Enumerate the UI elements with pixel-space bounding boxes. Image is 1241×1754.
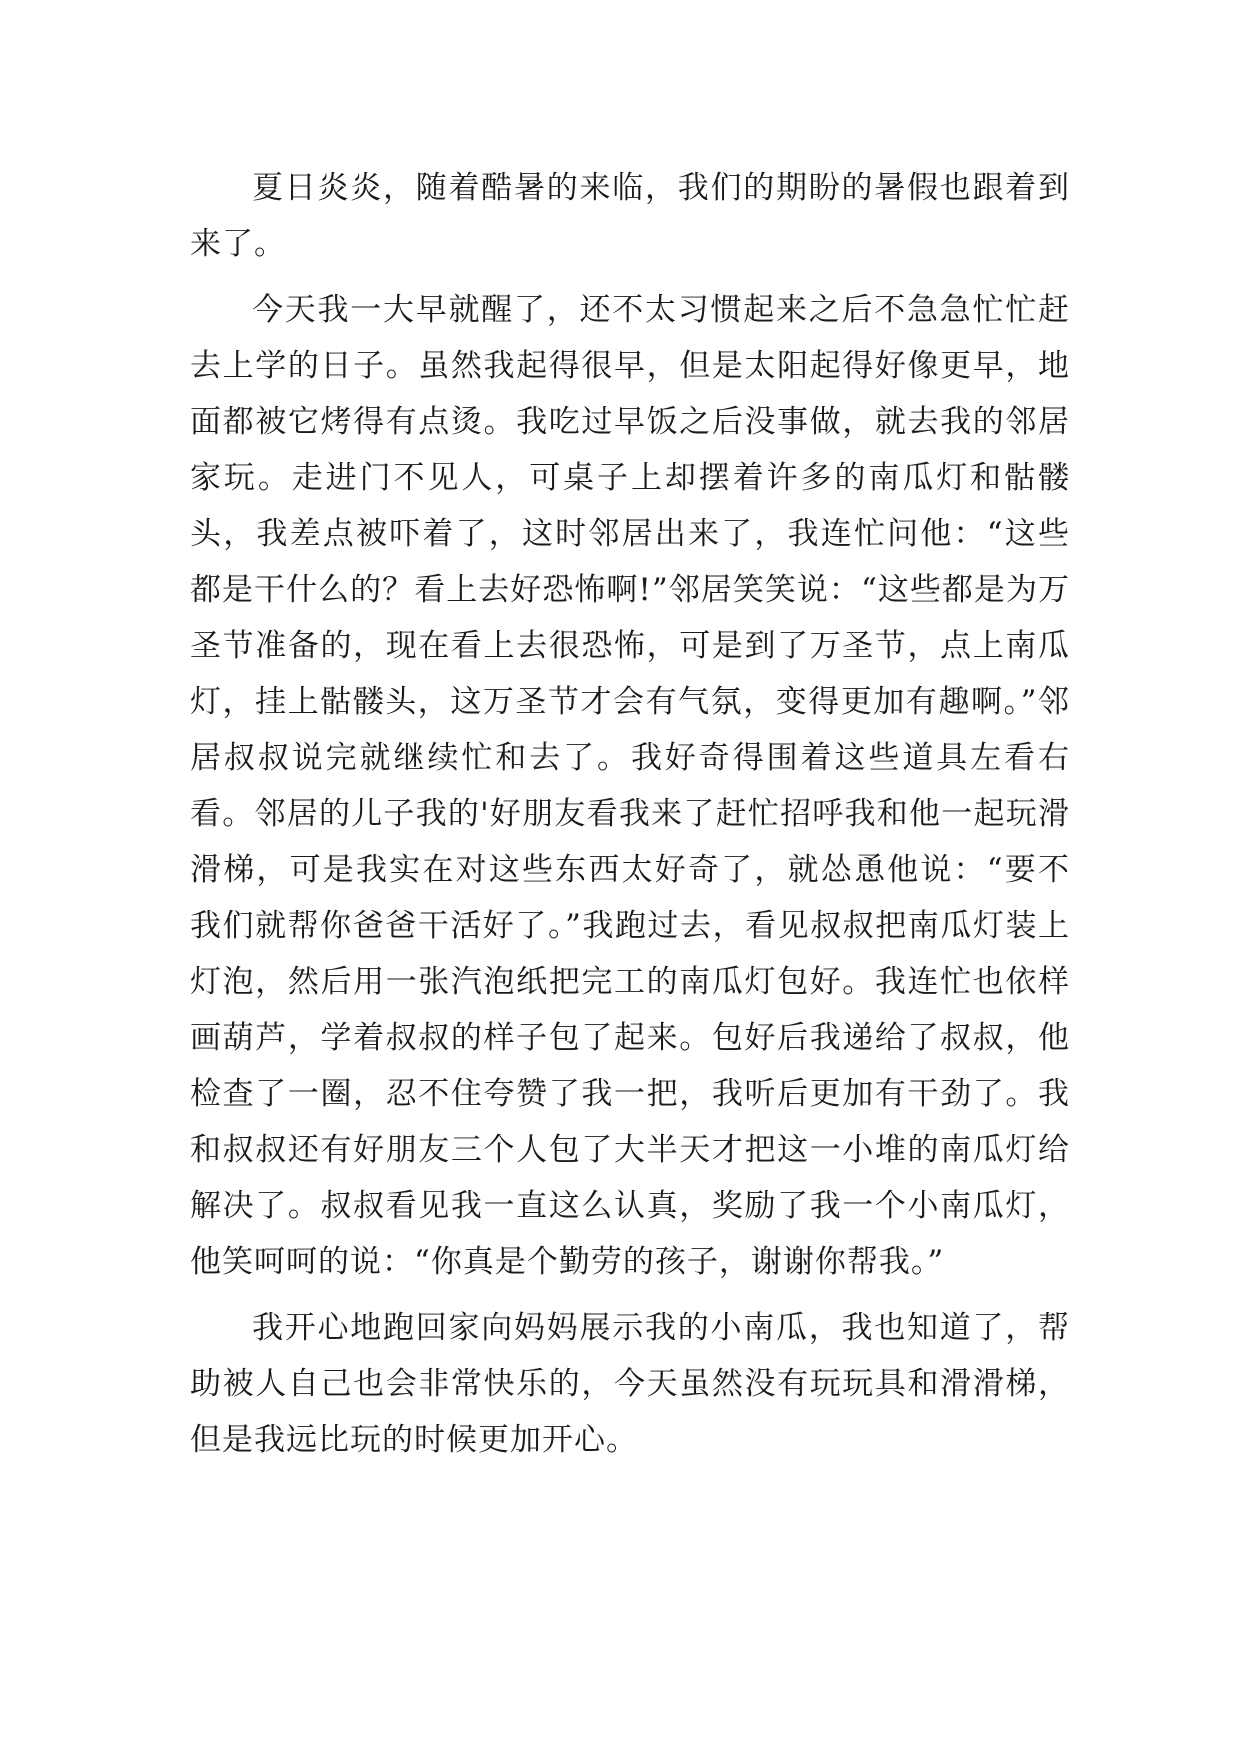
paragraph-conclusion: 我开心地跑回家向妈妈展示我的小南瓜，我也知道了，帮助被人自己也会非常快乐的，今天虽然没有玩玩具和滑滑梯，但是我远比玩的时候更加开心。 — [190, 1310, 1070, 1458]
paragraph-main: 今天我一大早就醒了，还不太习惯起来之后不急急忙忙赶去上学的日子。虽然我起得很早，但是太阳起得好像更早，地面都被它烤得有点烫。我吃过早饭之后没事做，就去我的邻居家玩。走进门不见人，可桌子上却摆着许多的南瓜灯和骷髅头，我差点被吓着了，这时邻居出来了，我连忙问他：“这些都是干什么的？看上去好恐怖啊!”邻居笑笑说：“这些都是为万圣节准备的，现在看上去很恐怖，可是到了万圣节，点上南瓜灯，挂上骷髅头，这万圣节才会有气氛，变得更加有趣啊。”邻居叔叔说完就继续忙和去了。我好奇得围着这些道具左看右看。邻居的儿子我的'好朋友看我来了赶忙招呼我和他一起玩滑滑梯，可是我实在对这些东西太好奇了，就怂恿他说：“要不我们就帮你爸爸干活好了。”我跑过去，看见叔叔把南瓜灯装上灯泡，然后用一张汽泡纸把完工的南瓜灯包好。我连忙也依样画葫芦，学着叔叔的样子包了起来。包好后我递给了叔叔，他检查了一圈，忍不住夸赞了我一把，我听后更加有干劲了。我和叔叔还有好朋友三个人包了大半天才把这一小堆的南瓜灯给解决了。叔叔看见我一直这么认真，奖励了我一个小南瓜灯，他笑呵呵的说：“你真是个勤劳的孩子，谢谢你帮我。” — [190, 292, 1070, 1280]
paragraph-intro: 夏日炎炎，随着酷暑的来临，我们的期盼的暑假也跟着到来了。 — [190, 170, 1070, 262]
document-body — [190, 160, 1070, 1478]
